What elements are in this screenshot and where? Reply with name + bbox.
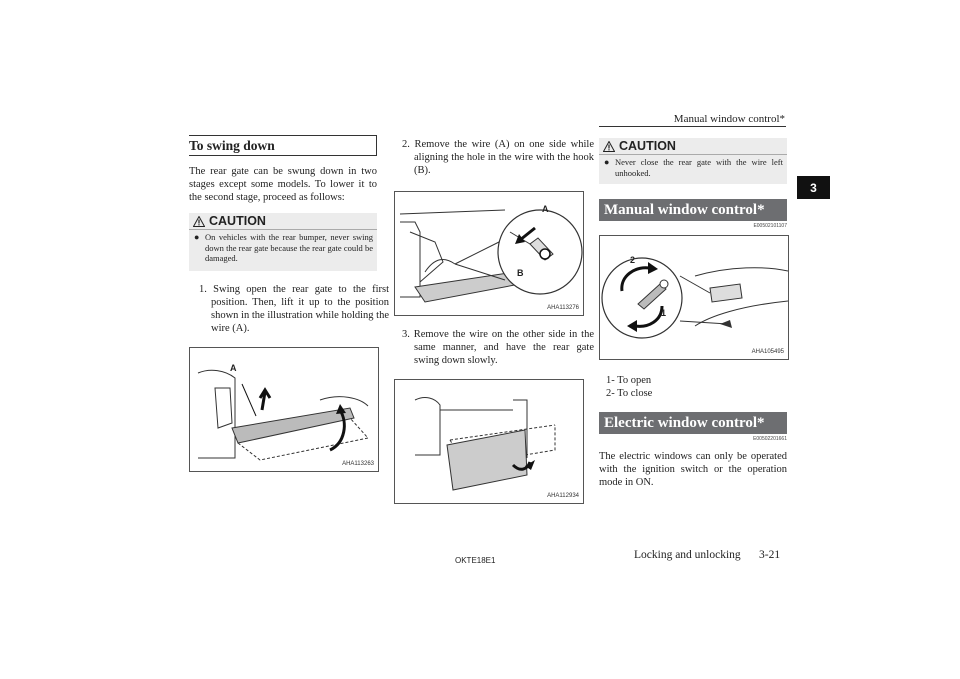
caution-label: CAUTION <box>619 139 676 153</box>
electric-window-heading-text: Electric window control* <box>604 414 765 431</box>
bullet-icon: ● <box>194 232 200 242</box>
caution-text-block <box>189 230 377 268</box>
caution-label: CAUTION <box>209 214 266 228</box>
figure-swing-open <box>189 347 379 472</box>
footer-section: Locking and unlocking <box>634 549 741 561</box>
warning-triangle-icon <box>603 141 615 152</box>
warning-triangle-icon <box>193 216 205 227</box>
intro-paragraph: The rear gate can be swung down in two stages except some models. To lower it to the second stage, proceed as follows: <box>189 166 377 203</box>
figure-code: AHA113276 <box>547 305 579 311</box>
figure-swing-down <box>394 379 584 504</box>
manual-window-heading <box>599 199 787 221</box>
doc-code: OKTE18E1 <box>455 556 496 565</box>
figure-remove-wire <box>394 191 584 316</box>
header-rule <box>599 126 786 127</box>
figure-code: AHA113263 <box>342 461 374 467</box>
chapter-number: 3 <box>810 180 817 195</box>
figure-label-a: A <box>230 363 237 373</box>
bullet-icon: ● <box>604 157 610 167</box>
chapter-tab <box>797 176 830 199</box>
caution-header <box>599 138 787 154</box>
step-2: 2. Remove the wire (A) on one side while aligning the hole in the wire with the hook (B). <box>402 139 594 176</box>
electric-window-code: E00502201661 <box>753 436 787 442</box>
legend-open: 1- To open <box>606 375 652 386</box>
section-heading-text: To swing down <box>189 137 275 153</box>
figure-label-b: B <box>517 268 524 278</box>
figure-label-a: A <box>542 204 549 214</box>
caution-header <box>189 213 377 229</box>
window-crank-illustration <box>600 236 788 359</box>
manual-window-code: E00502101107 <box>753 223 787 229</box>
rear-gate-illustration <box>190 348 378 471</box>
running-title: Manual window control* <box>673 113 785 125</box>
caution-text: Never close the rear gate with the wire left unhooked. <box>615 157 783 178</box>
manual-window-heading-text: Manual window control* <box>604 201 765 218</box>
step-1: 1. Swing open the rear gate to the first position. Then, lift it up to the position shown in the illustration while holding the wire (A). <box>199 284 389 334</box>
legend-close: 2- To close <box>606 388 653 399</box>
figure-label-2: 2 <box>630 255 636 265</box>
step-3: 3. Remove the wire on the other side in the same manner, and have the rear gate swing down slowly. <box>402 329 594 366</box>
wire-hook-illustration <box>395 192 583 315</box>
figure-code: AHA105495 <box>751 349 784 355</box>
figure-window-crank <box>599 235 789 360</box>
caution-box-2 <box>599 138 787 184</box>
section-heading <box>189 135 377 156</box>
figure-label-1: 1 <box>661 308 667 318</box>
caution-box-1 <box>189 213 377 271</box>
caution-text: On vehicles with the rear bumper, never swing down the rear gate because the rear gate could be damaged. <box>205 232 373 263</box>
gate-down-illustration <box>395 380 583 503</box>
figure-code: AHA112934 <box>547 493 579 499</box>
electric-window-paragraph: The electric windows can only be operated with the ignition switch or the operation mode in ON. <box>599 451 787 488</box>
electric-window-heading <box>599 412 787 434</box>
caution-text-block <box>599 155 787 182</box>
footer-page-number: 3-21 <box>759 549 781 561</box>
